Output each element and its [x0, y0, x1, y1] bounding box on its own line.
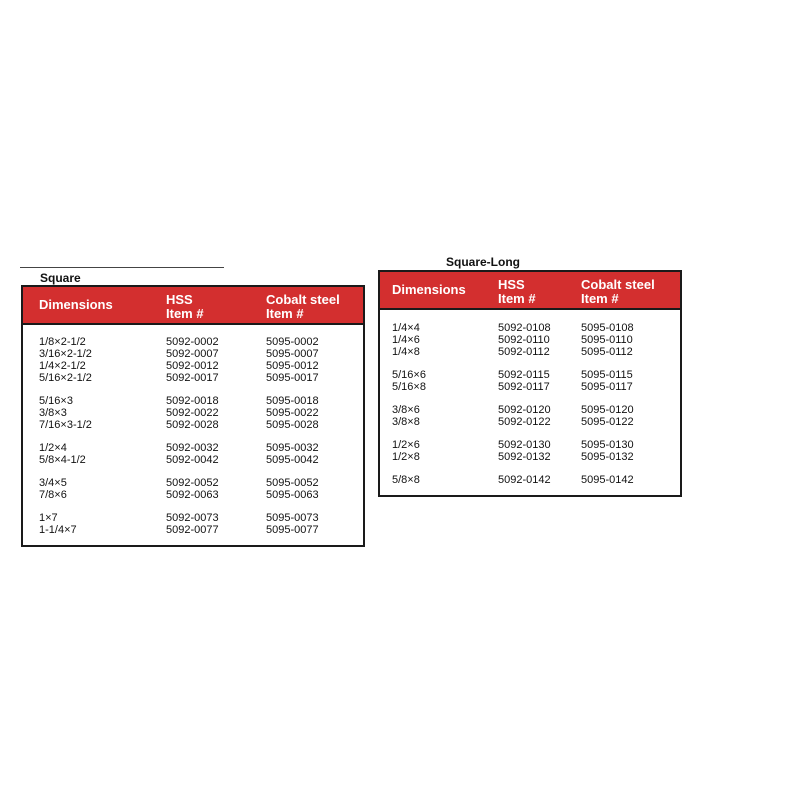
square-table-header: [23, 287, 363, 325]
cobalt-item-cell: 5095-0032: [266, 442, 319, 454]
table-row: [380, 404, 680, 416]
cobalt-item-cell: 5095-0077: [266, 524, 319, 536]
cobalt-item-cell: 5095-0130: [581, 439, 634, 451]
hss-item-cell: 5092-0032: [166, 442, 219, 454]
table-row: [23, 372, 363, 384]
dimension-cell: 3/8×3: [39, 407, 67, 419]
dimension-cell: 5/8×8: [392, 474, 420, 486]
table-row: [23, 524, 363, 536]
cobalt-item-cell: 5095-0022: [266, 407, 319, 419]
hss-item-cell: 5092-0108: [498, 322, 551, 334]
dimension-cell: 5/16×6: [392, 369, 426, 381]
cobalt-item-cell: 5095-0115: [581, 369, 633, 381]
dimension-cell: 3/8×6: [392, 404, 420, 416]
table-row: [23, 419, 363, 431]
hss-item-cell: 5092-0063: [166, 489, 219, 501]
dimension-cell: 7/8×6: [39, 489, 67, 501]
cobalt-item-cell: 5095-0110: [581, 334, 633, 346]
table-row: [380, 346, 680, 358]
dimension-cell: 1/4×4: [392, 322, 420, 334]
cobalt-item-cell: 5095-0017: [266, 372, 319, 384]
dimension-cell: 3/4×5: [39, 477, 67, 489]
hss-item-cell: 5092-0132: [498, 451, 551, 463]
cobalt-item-cell: 5095-0002: [266, 336, 319, 348]
hss-item-cell: 5092-0110: [498, 334, 550, 346]
table-row: [23, 348, 363, 360]
hss-item-cell: 5092-0115: [498, 369, 550, 381]
dimension-cell: 1/4×2-1/2: [39, 360, 86, 372]
square-header-hss: HSS Item #: [166, 292, 204, 321]
dimension-cell: 7/16×3-1/2: [39, 419, 92, 431]
square-long-title: Square-Long: [446, 255, 520, 269]
table-row: [380, 416, 680, 428]
dimension-cell: 3/8×8: [392, 416, 420, 428]
square-header-cobalt: Cobalt steel Item #: [266, 292, 340, 321]
row-group: [23, 477, 363, 501]
dimension-cell: 1×7: [39, 512, 58, 524]
dimension-cell: 5/16×3: [39, 395, 73, 407]
cobalt-item-cell: 5095-0007: [266, 348, 319, 360]
square-long-table-body: [380, 310, 680, 486]
table-row: [380, 369, 680, 381]
table-row: [23, 336, 363, 348]
hss-item-cell: 5092-0077: [166, 524, 219, 536]
cobalt-item-cell: 5095-0012: [266, 360, 319, 372]
cobalt-item-cell: 5095-0108: [581, 322, 634, 334]
square-title-rule: [20, 267, 224, 268]
hss-item-cell: 5092-0042: [166, 454, 219, 466]
cobalt-item-cell: 5095-0028: [266, 419, 319, 431]
dimension-cell: 5/8×4-1/2: [39, 454, 86, 466]
dimension-cell: 1/8×2-1/2: [39, 336, 86, 348]
square-long-table: [378, 270, 682, 497]
hss-item-cell: 5092-0120: [498, 404, 551, 416]
hss-item-cell: 5092-0073: [166, 512, 219, 524]
cobalt-item-cell: 5095-0142: [581, 474, 634, 486]
table-row: [380, 439, 680, 451]
hss-item-cell: 5092-0017: [166, 372, 219, 384]
hss-item-cell: 5092-0002: [166, 336, 219, 348]
cobalt-item-cell: 5095-0063: [266, 489, 319, 501]
dimension-cell: 1/4×6: [392, 334, 420, 346]
row-group: [23, 336, 363, 384]
hss-item-cell: 5092-0130: [498, 439, 551, 451]
hss-item-cell: 5092-0012: [166, 360, 219, 372]
table-row: [380, 451, 680, 463]
cobalt-item-cell: 5095-0132: [581, 451, 634, 463]
table-row: [23, 477, 363, 489]
square-table: [21, 285, 365, 547]
table-row: [23, 454, 363, 466]
cobalt-item-cell: 5095-0052: [266, 477, 319, 489]
hss-item-cell: 5092-0142: [498, 474, 551, 486]
row-group: [23, 442, 363, 466]
row-group: [23, 512, 363, 536]
dimension-cell: 3/16×2-1/2: [39, 348, 92, 360]
hss-item-cell: 5092-0007: [166, 348, 219, 360]
row-group: [23, 395, 363, 431]
row-group: [380, 404, 680, 428]
hss-item-cell: 5092-0112: [498, 346, 550, 358]
cobalt-item-cell: 5095-0122: [581, 416, 634, 428]
cobalt-item-cell: 5095-0073: [266, 512, 319, 524]
cobalt-item-cell: 5095-0117: [581, 381, 633, 393]
table-row: [380, 474, 680, 486]
square-title: Square: [40, 271, 81, 285]
dimension-cell: 1/2×4: [39, 442, 67, 454]
square-long-header-cobalt: Cobalt steel Item #: [581, 277, 655, 306]
dimension-cell: 1/2×6: [392, 439, 420, 451]
hss-item-cell: 5092-0018: [166, 395, 219, 407]
table-row: [23, 442, 363, 454]
cobalt-item-cell: 5095-0112: [581, 346, 633, 358]
table-row: [23, 512, 363, 524]
square-table-body: [23, 325, 363, 536]
cobalt-item-cell: 5095-0018: [266, 395, 319, 407]
square-long-header-hss: HSS Item #: [498, 277, 536, 306]
table-row: [23, 360, 363, 372]
hss-item-cell: 5092-0028: [166, 419, 219, 431]
table-row: [23, 395, 363, 407]
dimension-cell: 1/2×8: [392, 451, 420, 463]
hss-item-cell: 5092-0117: [498, 381, 550, 393]
dimension-cell: 5/16×8: [392, 381, 426, 393]
table-row: [23, 489, 363, 501]
square-long-table-header: [380, 272, 680, 310]
table-row: [380, 381, 680, 393]
row-group: [380, 439, 680, 463]
cobalt-item-cell: 5095-0042: [266, 454, 319, 466]
dimension-cell: 1/4×8: [392, 346, 420, 358]
row-group: [380, 369, 680, 393]
hss-item-cell: 5092-0022: [166, 407, 219, 419]
cobalt-item-cell: 5095-0120: [581, 404, 634, 416]
table-row: [380, 322, 680, 334]
table-row: [380, 334, 680, 346]
hss-item-cell: 5092-0052: [166, 477, 219, 489]
dimension-cell: 5/16×2-1/2: [39, 372, 92, 384]
table-row: [23, 407, 363, 419]
hss-item-cell: 5092-0122: [498, 416, 551, 428]
row-group: [380, 474, 680, 486]
square-long-header-dimensions: Dimensions: [392, 282, 466, 297]
dimension-cell: 1-1/4×7: [39, 524, 77, 536]
square-header-dimensions: Dimensions: [39, 297, 113, 312]
row-group: [380, 322, 680, 358]
